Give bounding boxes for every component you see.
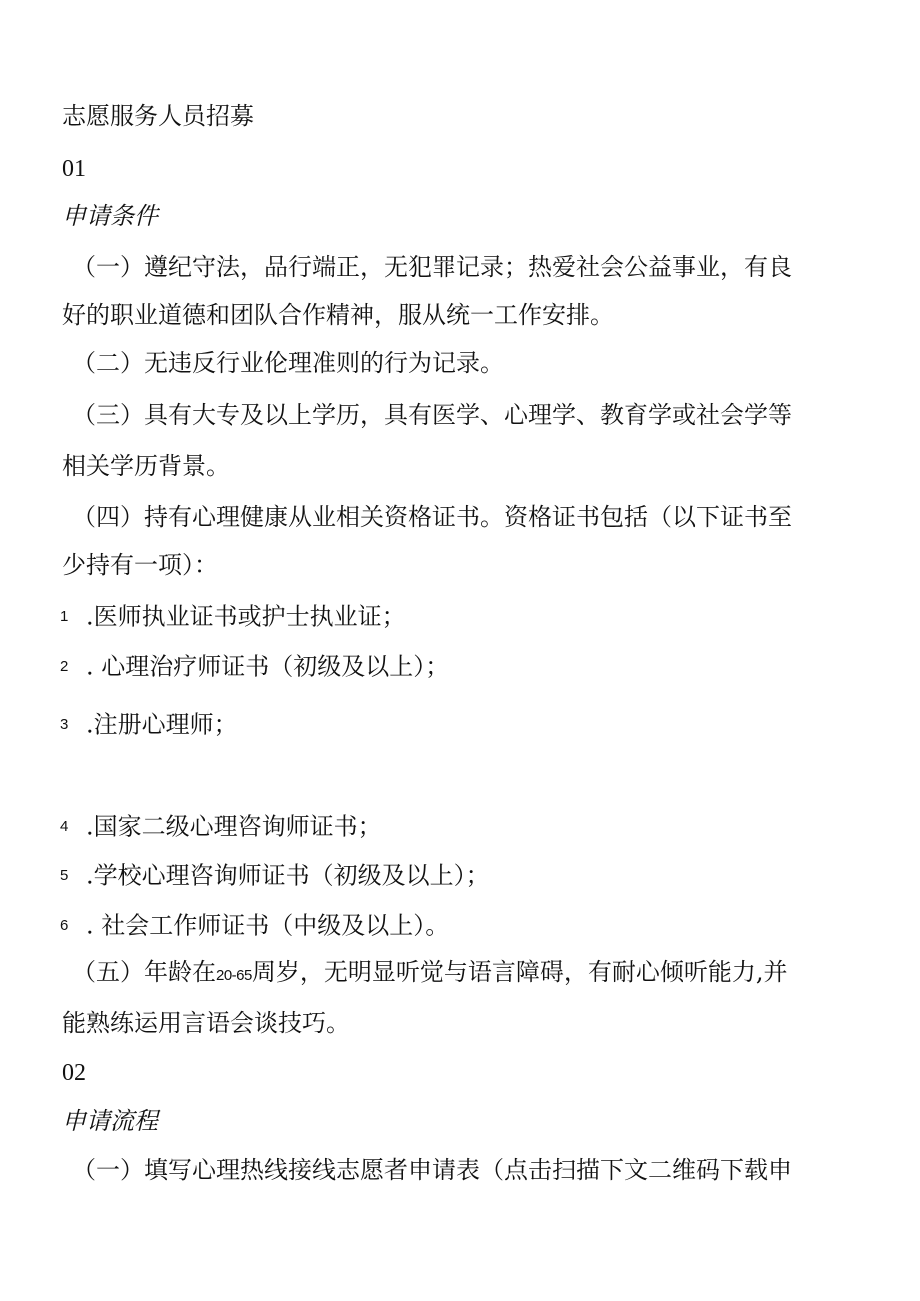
certificate-item-text: . 心理治疗师证书（初级及以上）； — [86, 652, 450, 681]
certificate-item — [60, 810, 382, 842]
certificate-item-number: 5 — [60, 866, 69, 884]
condition-3-line2: 相关学历背景。 — [62, 452, 230, 480]
page-title: 志愿服务人员招募 — [62, 102, 254, 130]
section-number-01: 01 — [62, 156, 86, 182]
condition-1-line2: 好的职业道德和团队合作精神，服从统一工作安排。 — [62, 301, 614, 329]
section-heading-conditions: 申请条件 — [62, 202, 158, 230]
section-number-02: 02 — [62, 1060, 86, 1086]
condition-4-line1: （四）持有心理健康从业相关资格证书。资格证书包括（以下证书至 — [72, 503, 792, 531]
certificate-item-number: 2 — [60, 657, 69, 675]
certificate-item-text: .注册心理师； — [86, 710, 238, 739]
certificate-item-text: .国家二级心理咨询师证书； — [86, 812, 382, 841]
condition-3-line1: （三）具有大专及以上学历，具有医学、心理学、教育学或社会学等 — [72, 401, 792, 429]
certificate-item-text: .学校心理咨询师证书（初级及以上）； — [86, 861, 490, 890]
condition-5-line1 — [72, 957, 788, 991]
certificate-item — [60, 650, 449, 682]
certificate-item-number: 6 — [60, 916, 69, 934]
age-range: 20-65 — [216, 967, 252, 984]
certificate-item-text: . 社会工作师证书（中级及以上）。 — [86, 911, 450, 940]
condition-1-line1: （一）遵纪守法，品行端正，无犯罪记录；热爱社会公益事业，有良 — [72, 253, 792, 281]
certificate-item-text: .医师执业证书或护士执业证； — [86, 602, 406, 631]
certificate-item — [60, 708, 238, 740]
condition-5-suffix: 周岁，无明显听觉与语言障碍，有耐心倾听能力,并 — [251, 958, 788, 986]
section-heading-process: 申请流程 — [62, 1107, 158, 1135]
condition-5-line2: 能熟练运用言语会谈技巧。 — [62, 1009, 350, 1037]
condition-2: （二）无违反行业伦理准则的行为记录。 — [72, 349, 504, 377]
certificate-item — [60, 909, 449, 941]
certificate-item-number: 4 — [60, 817, 69, 835]
process-1-line1: （一）填写心理热线接线志愿者申请表（点击扫描下文二维码下载申 — [72, 1156, 792, 1184]
certificate-item-number: 3 — [60, 715, 69, 733]
condition-4-line2: 少持有一项）： — [62, 551, 218, 579]
certificate-item — [60, 859, 490, 891]
certificate-item — [60, 600, 406, 632]
certificate-item-number: 1 — [60, 607, 69, 625]
condition-5-prefix: （五）年龄在 — [72, 958, 216, 986]
